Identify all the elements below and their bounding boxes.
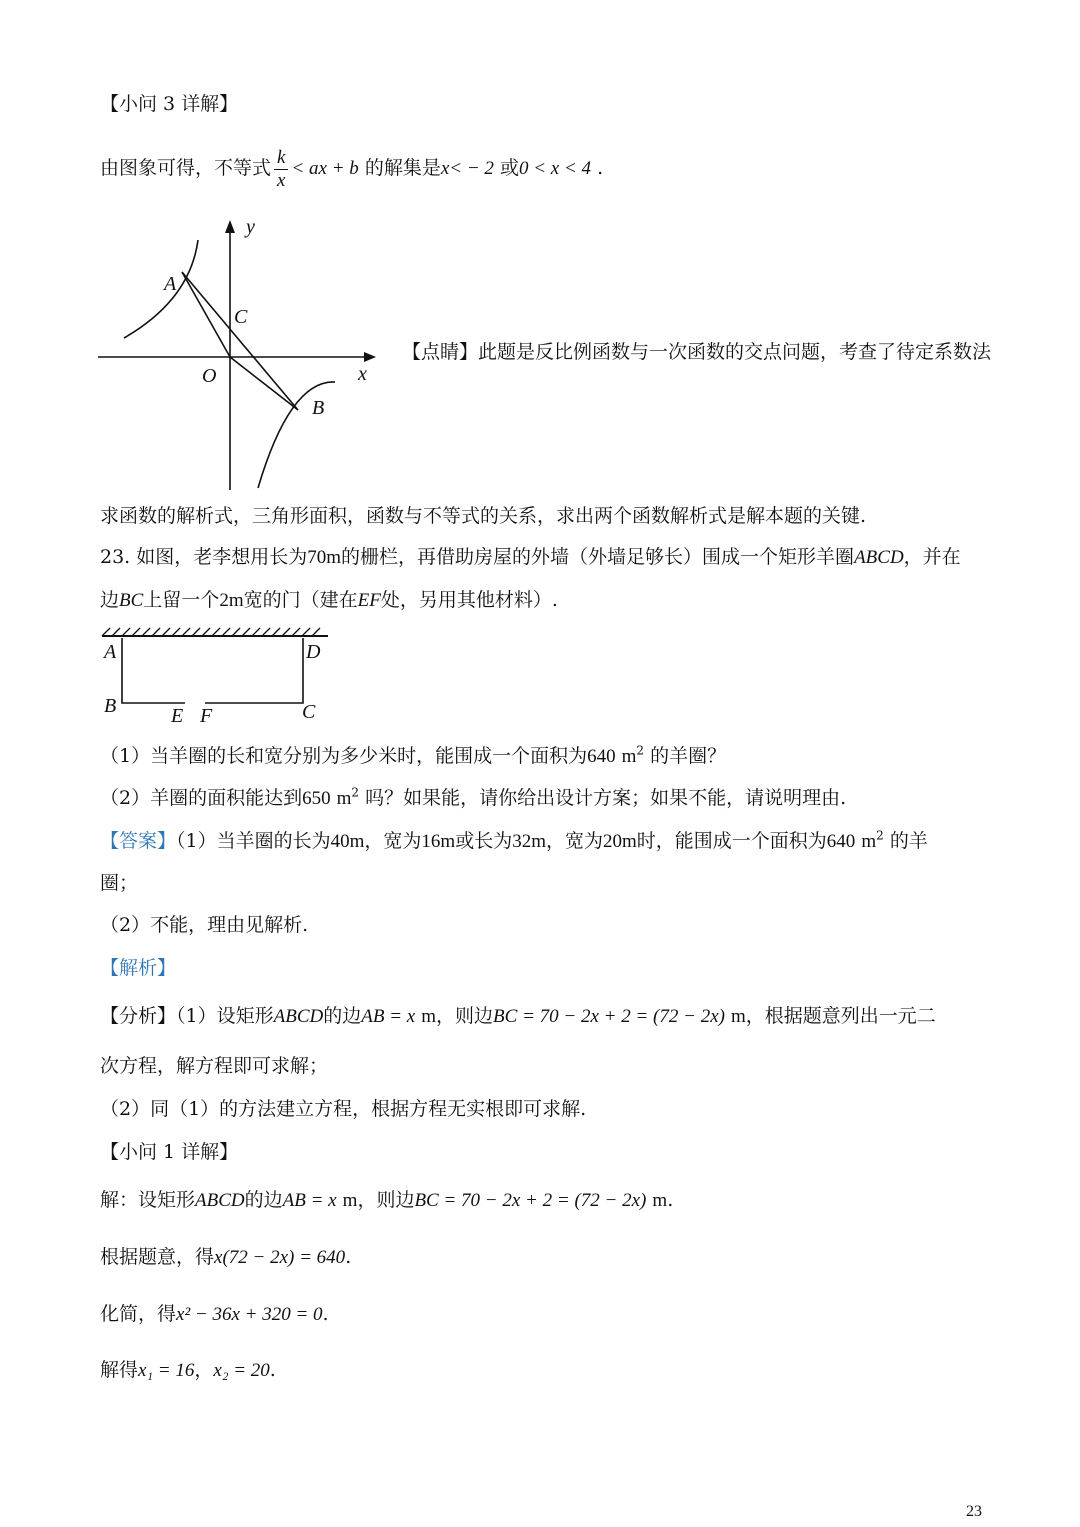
point-b-label: B xyxy=(312,397,325,419)
inequality-solution-line: 由图象可得，不等式 $\frac{k}{x}$ < ax + b 的解集是x< − 2 或0 < x < 4 . xyxy=(100,146,604,191)
comment-line-2: 求函数的解析式，三角形面积，函数与不等式的关系，求出两个函数解析式是解本题的关键. xyxy=(100,505,867,527)
point-c-label: C xyxy=(234,306,248,328)
corner-a-label: A xyxy=(104,641,117,663)
comment-line-1: 【点睛】此题是反比例函数与一次函数的交点问题，考查了待定系数法 xyxy=(402,341,992,363)
analysis-line-3: （2）同（1）的方法建立方程，根据方程无实根即可求解. xyxy=(100,1098,587,1120)
subquestion-3-header: 【小问 3 详解】 xyxy=(100,93,239,115)
q23-line-1: 23. 如图，老李想用长为70m的栅栏，再借助房屋的外墙（外墙足够长）围成一个矩形羊圈ABCD，并在 xyxy=(100,546,961,568)
answer-line-3: （2）不能，理由见解析. xyxy=(100,914,309,936)
answer-line-2: 圈； xyxy=(100,872,139,894)
point-a-label: A xyxy=(164,273,177,295)
q23-part-2: （2）羊圈的面积能达到650 $m^2$ 吗？如果能，请你给出设计方案；如果不能，请说明理由. xyxy=(100,785,847,809)
y-axis-label: y xyxy=(246,216,255,238)
subquestion-1-header: 【小问 1 详解】 xyxy=(100,1141,239,1163)
q23-part-1: （1）当羊圈的长和宽分别为多少米时，能围成一个面积为640 $m^2$ 的羊圈？ xyxy=(100,743,727,767)
corner-b-label: B xyxy=(104,695,117,717)
corner-c-label: C xyxy=(302,701,316,723)
function-graph xyxy=(90,210,390,500)
door-f-label: F xyxy=(200,705,213,727)
door-e-label: E xyxy=(171,705,184,727)
analysis-line-1: 【分析】（1）设矩形ABCD的边AB = x m，则边BC = 70 − 2x + 2 = (72 − 2x) m，根据题意列出一元二 xyxy=(100,1005,936,1027)
corner-d-label: D xyxy=(306,641,321,663)
analysis-tag: 【解析】 xyxy=(100,957,177,979)
sheep-pen-diagram xyxy=(96,622,336,732)
analysis-line-2: 次方程，解方程即可求解； xyxy=(100,1055,329,1077)
x-axis-label: x xyxy=(358,363,367,385)
page-number: 23 xyxy=(966,1503,982,1520)
q23-line-2: 边BC上留一个2m宽的门（建在EF处，另用其他材料）. xyxy=(100,589,558,611)
origin-label: O xyxy=(202,365,217,387)
solution-line-4: 解得x₁ = 16，x₂ = 20. xyxy=(100,1359,276,1381)
solution-line-2: 根据题意，得x(72 − 2x) = 640. xyxy=(100,1246,352,1268)
solution-line-3: 化简，得x² − 36x + 320 = 0. xyxy=(100,1303,329,1325)
fraction-k-over-x: $\frac{k}{x}$ xyxy=(274,147,288,192)
solution-line-1: 解：设矩形ABCD的边AB = x m，则边BC = 70 − 2x + 2 = (72 − 2x) m. xyxy=(100,1189,674,1211)
answer-line-1: 【答案】（1）当羊圈的长为40m，宽为16m或长为32m，宽为20m时，能围成一个面积为640 $m^2$ 的羊 xyxy=(100,828,928,852)
